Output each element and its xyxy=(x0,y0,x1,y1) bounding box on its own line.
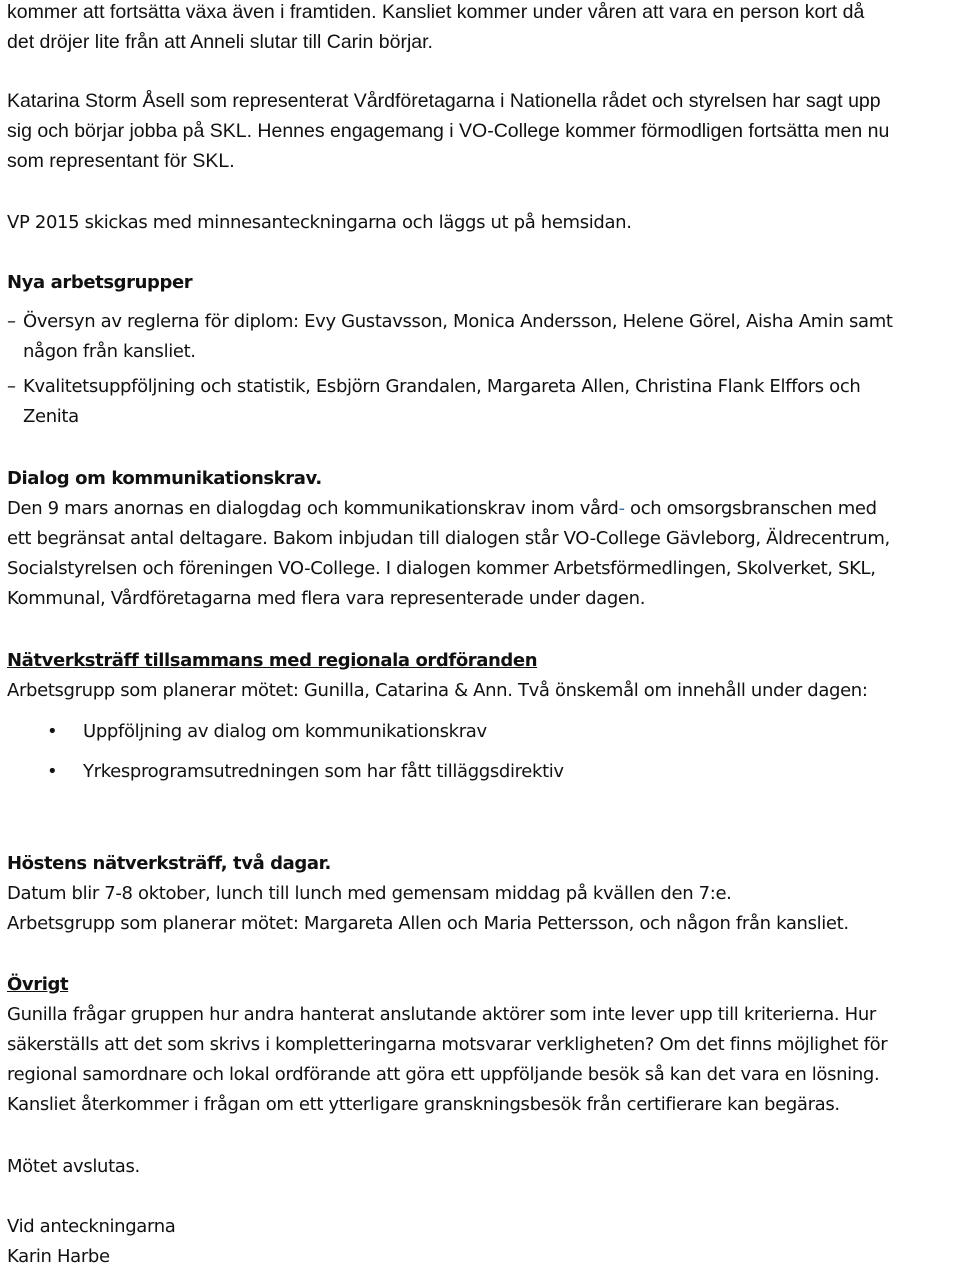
closing-line: Mötet avslutas. xyxy=(7,1156,140,1177)
signature-block xyxy=(7,1212,175,1272)
dash-marker: – xyxy=(7,376,16,397)
closing-text xyxy=(7,1152,140,1182)
dialog-hyphen: - xyxy=(618,498,625,519)
natverk-intro xyxy=(7,676,868,706)
ovrigt-heading: Övrigt xyxy=(7,974,69,995)
dialog-paragraph xyxy=(7,494,890,614)
bullet-item-1: Uppföljning av dialog om kommunikationskrav xyxy=(83,721,487,742)
intro-paragraph xyxy=(7,0,864,57)
dialog-line-1-b: och omsorgsbranschen med xyxy=(624,498,877,519)
list-item-line-2: Zenita xyxy=(23,406,79,427)
signature-name: Karin Harbe xyxy=(7,1246,110,1267)
katarina-line-2: sig och börjar jobba på SKL. Hennes engagemang i VO-College kommer förmodligen fortsätta men nu xyxy=(7,120,890,142)
natverk-line-1: Arbetsgrupp som planerar mötet: Gunilla, Catarina & Ann. Två önskemål om innehåll under dagen: xyxy=(7,680,868,701)
hostens-paragraph xyxy=(7,879,849,939)
katarina-paragraph xyxy=(7,86,889,176)
nya-arbetsgrupper-heading: Nya arbetsgrupper xyxy=(7,272,193,293)
hostens-heading: Höstens nätverksträff, två dagar. xyxy=(7,853,331,874)
ovrigt-line-3: regional samordnare och lokal ordförande att göra ett uppföljande besök så kan det vara en lösning. xyxy=(7,1064,880,1085)
list-item-line-1: Kvalitetsuppföljning och statistik, Esbjörn Grandalen, Margareta Allen, Christina Flank Elffors och xyxy=(23,376,861,397)
bullet-item-2: Yrkesprogramsutredningen som har fått tilläggsdirektiv xyxy=(83,761,564,782)
natverk-heading: Nätverksträff tillsammans med regionala ordföranden xyxy=(7,650,538,671)
dialog-heading: Dialog om kommunikationskrav. xyxy=(7,468,322,489)
dialog-line-1-a: Den 9 mars anornas en dialogdag och kommunikationskrav inom vård xyxy=(7,498,619,519)
hostens-line-2: Arbetsgrupp som planerar mötet: Margareta Allen och Maria Pettersson, och någon från kansliet. xyxy=(7,913,849,934)
dialog-line-3: Socialstyrelsen och föreningen VO-College. I dialogen kommer Arbetsförmedlingen, Skolverket, SKL, xyxy=(7,558,876,579)
hostens-line-1: Datum blir 7-8 oktober, lunch till lunch med gemensam middag på kvällen den 7:e. xyxy=(7,883,732,904)
dialog-line-1 xyxy=(7,494,890,524)
bullet-icon: • xyxy=(47,761,58,782)
ovrigt-line-4: Kansliet återkommer i frågan om ett ytterligare granskningsbesök från certifierare kan begäras. xyxy=(7,1094,840,1115)
vp-paragraph xyxy=(7,208,632,238)
ovrigt-paragraph xyxy=(7,1000,887,1120)
katarina-line-3: som representant för SKL. xyxy=(7,150,235,172)
ovrigt-line-1: Gunilla frågar gruppen hur andra hanterat anslutande aktörer som inte lever upp till kriterierna. Hur xyxy=(7,1004,876,1025)
ovrigt-line-2: säkerställs att det som skrivs i kompletteringarna motsvarar verkligheten? Om det finns möjlighet för xyxy=(7,1034,888,1055)
dash-marker: – xyxy=(7,311,16,332)
list-item-line-2: någon från kansliet. xyxy=(23,341,196,362)
intro-line-1: kommer att fortsätta växa även i framtiden. Kansliet kommer under våren att vara en person kort då xyxy=(7,1,865,23)
bullet-icon: • xyxy=(47,721,58,742)
vp-text: VP 2015 skickas med minnesanteckningarna och läggs ut på hemsidan. xyxy=(7,212,632,233)
list-item-line-1: Översyn av reglerna för diplom: Evy Gustavsson, Monica Andersson, Helene Görel, Aisha Amin samt xyxy=(23,311,893,332)
dialog-line-2: ett begränsat antal deltagare. Bakom inbjudan till dialogen står VO-College Gävleborg, Äldrecentrum, xyxy=(7,528,890,549)
intro-line-2: det dröjer lite från att Anneli slutar till Carin börjar. xyxy=(7,31,433,53)
signature-line-1: Vid anteckningarna xyxy=(7,1216,176,1237)
katarina-line-1: Katarina Storm Åsell som representerat Vårdföretagarna i Nationella rådet och styrelsen har sagt upp xyxy=(7,90,881,112)
dialog-line-4: Kommunal, Vårdföretagarna med flera vara representerade under dagen. xyxy=(7,588,646,609)
